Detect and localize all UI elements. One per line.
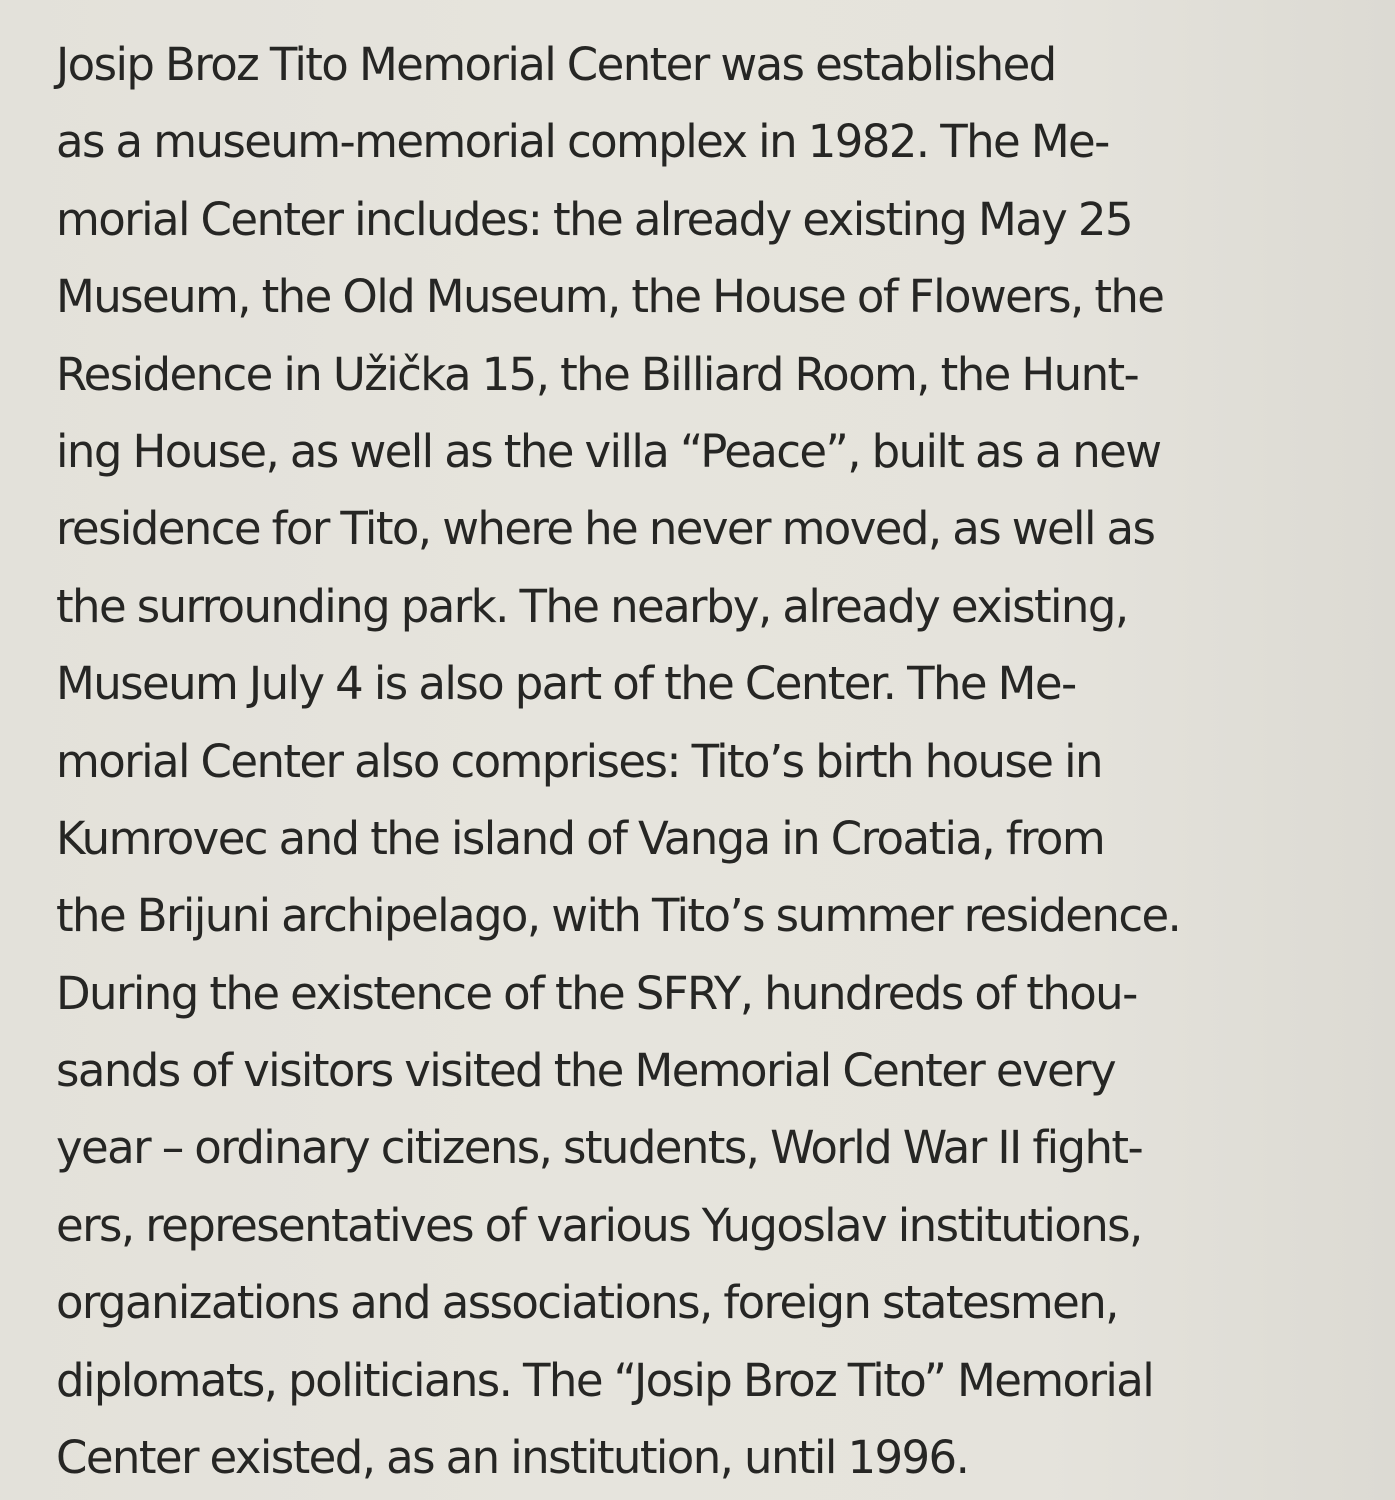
text-line-1: Josip Broz Tito Memorial Center was established	[56, 38, 1056, 91]
text-line-18: diplomats, politicians. The “Josip Broz Tito” Memorial	[56, 1353, 1154, 1407]
text-line-7: residence for Tito, where he never moved, as well as	[56, 502, 1155, 556]
text-line-4: Museum, the Old Museum, the House of Flowers, the	[56, 270, 1164, 324]
text-line-16: ers, representatives of various Yugoslav institutions,	[56, 1198, 1142, 1252]
text-line-8: the surrounding park. The nearby, already existing,	[56, 579, 1128, 633]
text-line-19: Center existed, as an institution, until 1996.	[56, 1431, 969, 1485]
text-line-15: year – ordinary citizens, students, World War II fight-	[56, 1121, 1143, 1175]
text-line-12: the Brijuni archipelago, with Tito’s summer residence.	[56, 889, 1181, 943]
text-line-9: Museum July 4 is also part of the Center. The Me-	[56, 657, 1076, 711]
text-line-13: During the existence of the SFRY, hundreds of thou-	[56, 966, 1137, 1020]
text-line-10: morial Center also comprises: Tito’s birth house in	[56, 734, 1102, 788]
text-line-11: Kumrovec and the island of Vanga in Croatia, from	[56, 811, 1105, 865]
text-line-3: morial Center includes: the already existing May 25	[56, 192, 1132, 246]
text-line-5: Residence in Užička 15, the Billiard Room, the Hunt-	[56, 347, 1139, 401]
text-line-6: ing House, as well as the villa “Peace”, built as a new	[56, 424, 1161, 478]
text-line-2: as a museum-memorial complex in 1982. The Me-	[56, 115, 1109, 169]
text-line-14: sands of visitors visited the Memorial Center every	[56, 1044, 1116, 1098]
text-line-17: organizations and associations, foreign statesmen,	[56, 1276, 1118, 1330]
museum-description-text	[56, 26, 1376, 1496]
